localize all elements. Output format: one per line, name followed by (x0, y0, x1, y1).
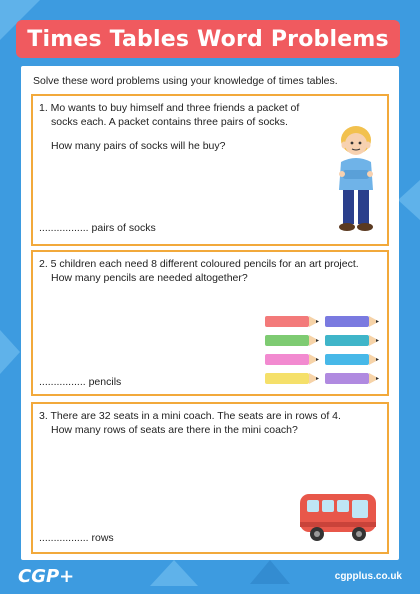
pencil-icon (325, 354, 379, 365)
boy-illustration (333, 124, 379, 234)
decorative-triangle (398, 180, 420, 220)
answer-line: ................. pairs of socks (39, 222, 156, 234)
question-line: socks each. A packet contains three pairs of socks. (51, 116, 288, 128)
question-line: 1. Mo wants to buy himself and three friends a packet of (39, 102, 300, 114)
pencil-icon (325, 373, 379, 384)
pencil-icon (265, 354, 319, 365)
question-line: How many rows of seats are there in the mini coach? (51, 424, 298, 436)
answer-line: ................ pencils (39, 376, 122, 388)
question-line: 3. There are 32 seats in a mini coach. The seats are in rows of 4. (39, 410, 341, 422)
question-text (39, 409, 379, 437)
bus-illustration (297, 488, 381, 544)
title-banner (16, 20, 400, 58)
question-line: 2. 5 children each need 8 different coloured pencils for an art project. (39, 258, 359, 270)
answer-line: ................. rows (39, 532, 114, 544)
question-box-3 (31, 402, 389, 554)
cgp-logo: CGP+ (18, 566, 75, 587)
page-title: Times Tables Word Problems (27, 26, 389, 52)
question-box-2 (31, 250, 389, 396)
decorative-triangle (0, 330, 20, 374)
question-text (39, 257, 379, 285)
pencil-icon (265, 316, 319, 327)
question-box-1 (31, 94, 389, 246)
question-line: How many pairs of socks will he buy? (51, 140, 226, 152)
pencil-icon (265, 335, 319, 346)
question-text (39, 101, 339, 153)
decorative-triangle (250, 560, 290, 584)
pencil-icon (325, 316, 379, 327)
instructions: Solve these word problems using your knowledge of times tables. (33, 75, 338, 87)
website-url[interactable]: cgpplus.co.uk (334, 571, 402, 582)
pencil-icon (265, 373, 319, 384)
question-line: How many pencils are needed altogether? (51, 272, 248, 284)
decorative-triangle (150, 560, 198, 586)
worksheet (21, 66, 399, 560)
pencils-illustration (261, 314, 385, 388)
pencil-icon (325, 335, 379, 346)
